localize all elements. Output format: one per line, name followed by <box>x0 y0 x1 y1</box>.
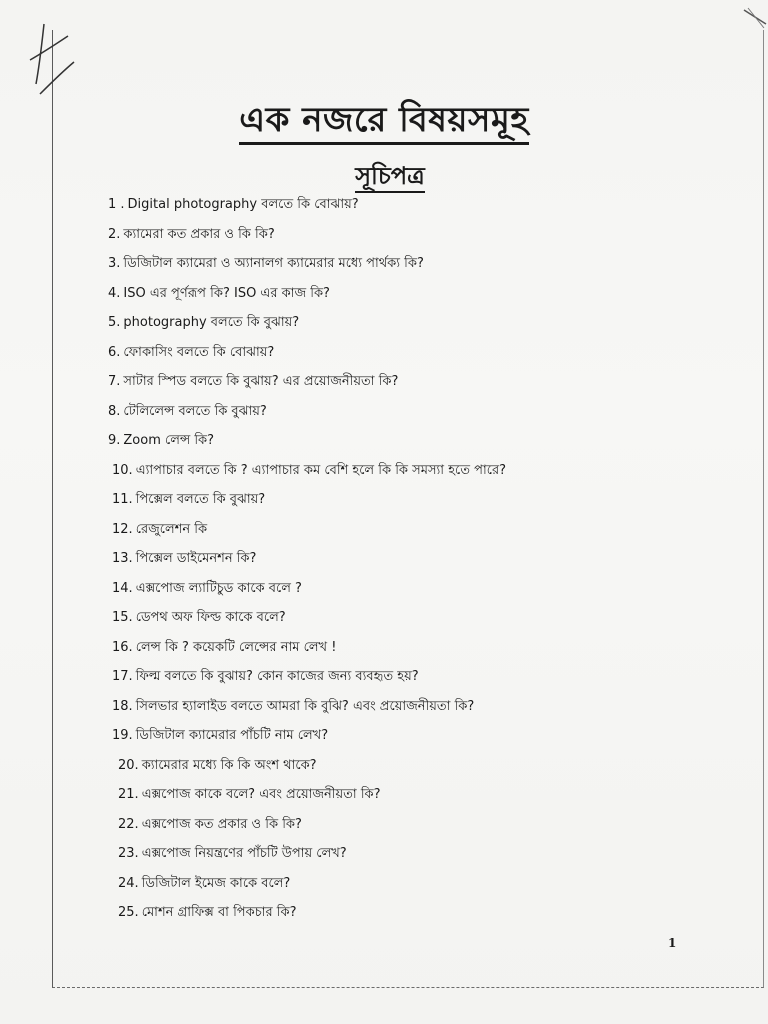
toc-item <box>100 787 700 817</box>
toc-item-number: 7. <box>108 374 121 389</box>
toc-item-text: লেন্স কি ? কয়েকটি লেন্সের নাম লেখ ! <box>135 639 337 655</box>
toc-item-number: 18. <box>112 698 133 714</box>
toc-item-number: 21. <box>118 787 139 802</box>
toc-item-number: 13. <box>112 551 133 566</box>
toc-item <box>100 758 700 788</box>
page-subtitle <box>0 158 768 198</box>
toc-item-text: মোশন গ্রাফিক্স বা পিকচার কি? <box>141 905 297 920</box>
toc-item-number: 17. <box>112 669 133 684</box>
toc-item-number: 16. <box>112 639 133 655</box>
toc-item <box>100 581 700 611</box>
toc-item <box>100 315 700 345</box>
toc-item <box>100 463 700 493</box>
pen-mark <box>26 22 86 102</box>
toc-item <box>100 905 700 935</box>
toc-item <box>100 492 700 522</box>
toc-item <box>100 286 700 316</box>
toc-item-text: photography বলতে কি বুঝায়? <box>123 315 300 330</box>
toc-item-text: ফিল্ম বলতে কি বুঝায়? কোন কাজের জন্য ব্যবহৃত হয়? <box>135 669 419 684</box>
toc-item-number: 10. <box>112 462 133 478</box>
toc-item-number: 2. <box>108 226 121 242</box>
toc-item-number: 12. <box>112 521 133 537</box>
toc-item-number: 23. <box>118 846 139 861</box>
toc-item <box>100 669 700 699</box>
toc-item-text: ডেপথ অফ ফিল্ড কাকে বলে? <box>135 610 286 625</box>
toc-item-number: 25. <box>118 905 139 920</box>
toc-item-text: ফোকাসিং বলতে কি বোঝায়? <box>123 344 275 360</box>
toc-item <box>100 610 700 640</box>
page-title-text: এক নজরে বিষয়সমূহ <box>239 100 529 145</box>
toc-item-text: এক্সপোজ নিয়ন্ত্রণের পাঁচটি উপায় লেখ? <box>141 846 347 861</box>
toc-item-text: টেলিলেন্স বলতে কি বুঝায়? <box>123 403 267 419</box>
toc-item <box>100 345 700 375</box>
toc-item <box>100 640 700 670</box>
toc-item-text: Digital photography বলতে কি বোঝায়? <box>127 197 359 212</box>
toc-item-text: সাটার স্পিড বলতে কি বুঝায়? এর প্রয়োজনীয়তা কি? <box>123 374 399 389</box>
toc-item <box>100 404 700 434</box>
toc-item-number: 24. <box>118 875 139 891</box>
toc-item <box>100 256 700 286</box>
toc-item-text: এক্সপোজ ল্যাটিচুড কাকে বলে ? <box>135 580 302 596</box>
toc-item <box>100 728 700 758</box>
toc-item-text: এক্সপোজ কাকে বলে? এবং প্রয়োজনীয়তা কি? <box>141 787 381 802</box>
toc-item-text: ক্যামেরার মধ্যে কি কি অংশ থাকে? <box>141 757 317 773</box>
toc-item-text: সিলভার হ্যালাইড বলতে আমরা কি বুঝি? এবং প্রয়োজনীয়তা কি? <box>135 698 475 714</box>
table-of-contents <box>100 197 700 935</box>
toc-item-number: 8. <box>108 403 121 419</box>
toc-item-number: 15. <box>112 610 133 625</box>
toc-item <box>100 433 700 463</box>
toc-item-text: পিক্সেল ডাইমেনশন কি? <box>135 551 257 566</box>
toc-item <box>100 551 700 581</box>
toc-item <box>100 817 700 847</box>
toc-item <box>100 699 700 729</box>
toc-item <box>100 846 700 876</box>
toc-item-number: 11. <box>112 492 133 507</box>
page-subtitle-text: সূচিপত্র <box>355 162 425 193</box>
toc-item <box>100 227 700 257</box>
toc-item-text: পিক্সেল বলতে কি বুঝায়? <box>135 492 266 507</box>
toc-item-number: 3. <box>108 256 121 271</box>
toc-item-text: ডিজিটাল ইমেজ কাকে বলে? <box>141 875 291 891</box>
toc-item-text: Zoom লেন্স কি? <box>123 433 215 448</box>
toc-item-number: 1 . <box>108 197 125 212</box>
toc-item-number: 5. <box>108 315 121 330</box>
toc-item-number: 20. <box>118 757 139 773</box>
toc-item <box>100 197 700 227</box>
page-title <box>0 94 768 151</box>
corner-mark <box>742 6 768 30</box>
page-number: 1 <box>668 936 677 950</box>
toc-item-number: 19. <box>112 728 133 743</box>
toc-item <box>100 374 700 404</box>
toc-item-text: এক্সপোজ কত প্রকার ও কি কি? <box>141 816 302 832</box>
toc-item-text: ডিজিটাল ক্যামেরা ও অ্যানালগ ক্যামেরার মধ্যে পার্থক্য কি? <box>123 256 424 271</box>
toc-item-text: রেজুলেশন কি <box>135 521 208 537</box>
toc-item-text: ক্যামেরা কত প্রকার ও কি কি? <box>123 226 275 242</box>
toc-item-number: 6. <box>108 344 121 360</box>
toc-item <box>100 876 700 906</box>
toc-item-text: এ্যাপাচার বলতে কি ? এ্যাপাচার কম বেশি হলে কি কি সমস্যা হতে পারে? <box>135 462 507 478</box>
toc-item-number: 4. <box>108 285 121 301</box>
toc-item-text: ডিজিটাল ক্যামেরার পাঁচটি নাম লেখ? <box>135 728 329 743</box>
toc-item-number: 14. <box>112 580 133 596</box>
toc-item-text: ISO এর পূর্ণরূপ কি? ISO এর কাজ কি? <box>123 285 330 301</box>
toc-item <box>100 522 700 552</box>
toc-item-number: 9. <box>108 433 121 448</box>
toc-item-number: 22. <box>118 816 139 832</box>
